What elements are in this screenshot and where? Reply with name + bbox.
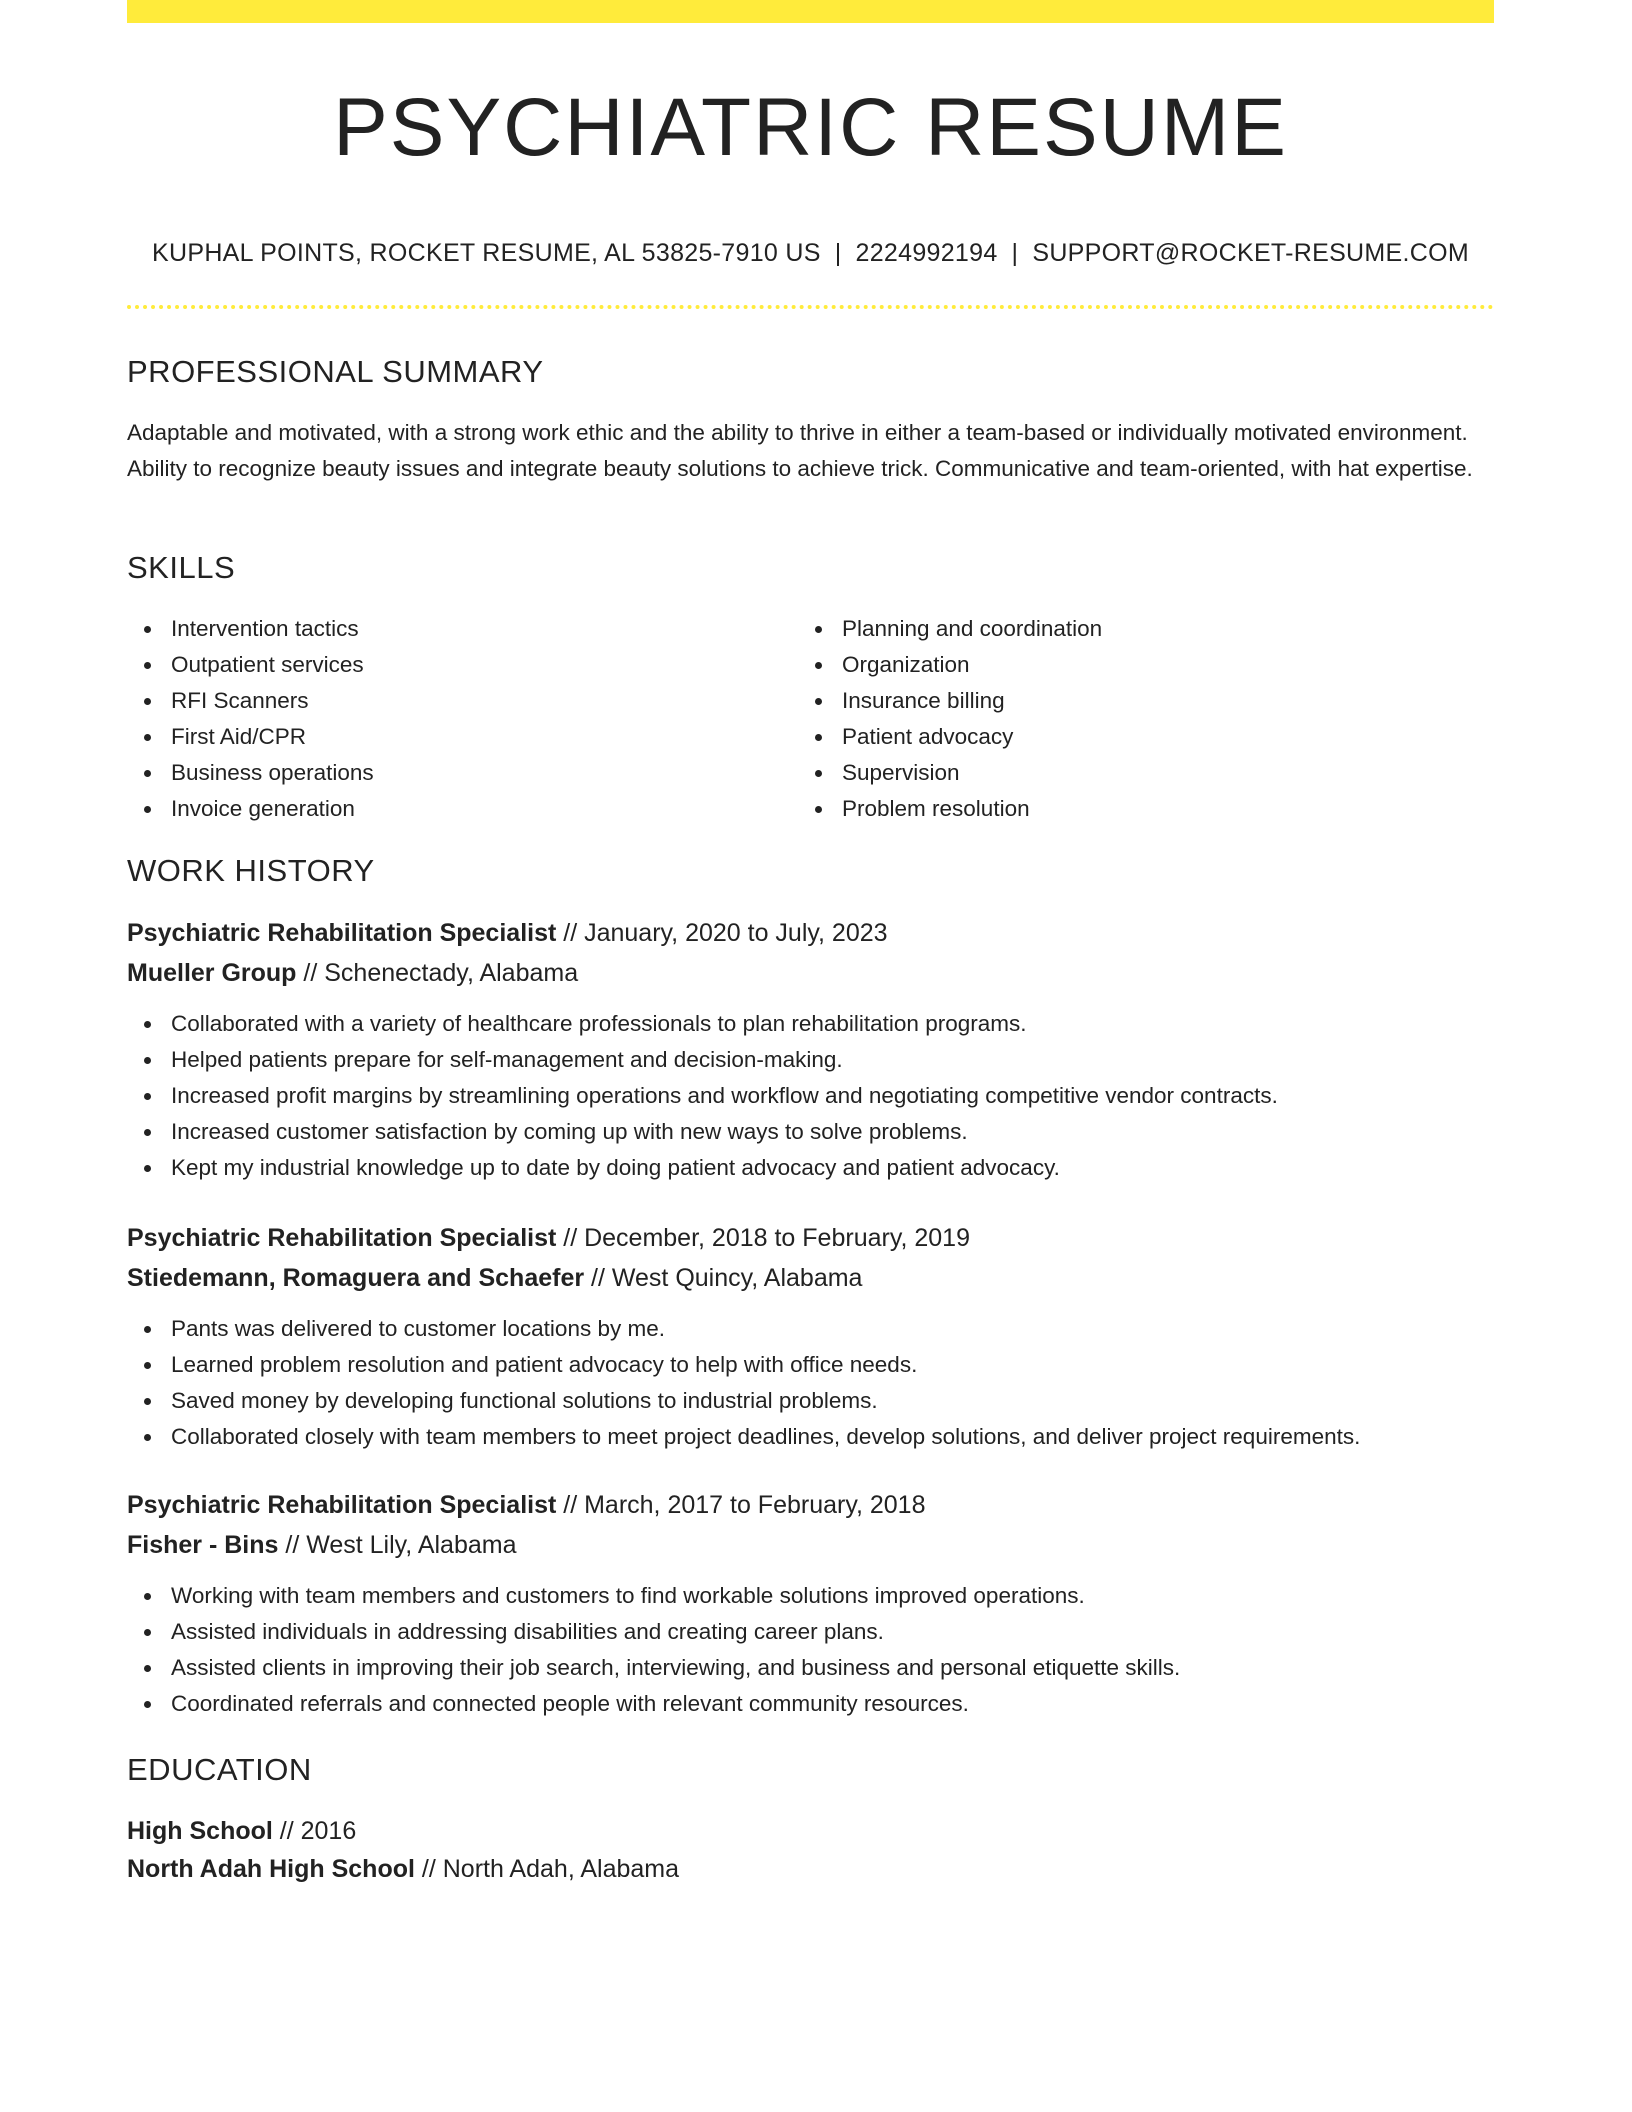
job-dates: // December, 2018 to February, 2019 (556, 1224, 970, 1252)
skill-item: Insurance billing (798, 683, 1102, 719)
education-location: // North Adah, Alabama (414, 1855, 680, 1883)
job-company-line (127, 953, 578, 993)
skill-item: Supervision (798, 755, 1102, 791)
education-title: EDUCATION (127, 1752, 312, 1787)
contact-separator: | (1011, 239, 1019, 267)
skill-item: Business operations (127, 755, 374, 791)
skill-item: Outpatient services (127, 647, 374, 683)
job-location: // Schenectady, Alabama (296, 959, 579, 987)
education-degree-line (127, 1811, 356, 1851)
education-school: North Adah High School (127, 1855, 415, 1883)
job-bullet: Coordinated referrals and connected people with relevant community resources. (127, 1686, 1180, 1722)
job-title-line (127, 913, 888, 953)
skills-title: SKILLS (127, 550, 236, 585)
job-bullet: Assisted individuals in addressing disabilities and creating career plans. (127, 1614, 1180, 1650)
skills-list-left (127, 611, 374, 827)
skill-item: Intervention tactics (127, 611, 374, 647)
job-bullets (127, 1578, 1180, 1722)
skill-item: First Aid/CPR (127, 719, 374, 755)
skill-item: Planning and coordination (798, 611, 1102, 647)
skill-item: RFI Scanners (127, 683, 374, 719)
job-title-line (127, 1485, 926, 1525)
job-location: // West Lily, Alabama (278, 1531, 517, 1559)
contact-line (127, 236, 1494, 270)
job-company: Mueller Group (127, 959, 297, 987)
job-bullet: Helped patients prepare for self-management and decision-making. (127, 1042, 1278, 1078)
job-location: // West Quincy, Alabama (584, 1264, 863, 1292)
job-bullet: Pants was delivered to customer locations by me. (127, 1311, 1360, 1347)
job-company: Stiedemann, Romaguera and Schaefer (127, 1264, 585, 1292)
education-degree: High School (127, 1817, 273, 1845)
job-role: Psychiatric Rehabilitation Specialist (127, 919, 557, 947)
summary-text: Adaptable and motivated, with a strong work ethic and the ability to thrive in either a team-based or individually motivated environment. Ability to recognize beauty issues and integrate beauty solutions to achieve trick. Communicative and team-oriented, with hat expertise. (127, 420, 1473, 481)
job-dates: // March, 2017 to February, 2018 (556, 1491, 926, 1519)
job-company-line (127, 1258, 862, 1298)
contact-separator: | (834, 239, 842, 267)
contact-phone: 2224992194 (855, 239, 998, 267)
job-company: Fisher - Bins (127, 1531, 279, 1559)
job-bullet: Collaborated with a variety of healthcare professionals to plan rehabilitation programs. (127, 1006, 1278, 1042)
resume-name: PSYCHIATRIC RESUME (333, 82, 1288, 173)
job-company-line (127, 1525, 516, 1565)
job-bullets (127, 1311, 1360, 1455)
skill-item: Invoice generation (127, 791, 374, 827)
job-bullet: Saved money by developing functional solutions to industrial problems. (127, 1383, 1360, 1419)
skill-item: Problem resolution (798, 791, 1102, 827)
education-school-line (127, 1849, 679, 1889)
job-bullets (127, 1006, 1278, 1186)
job-role: Psychiatric Rehabilitation Specialist (127, 1491, 557, 1519)
skill-item: Organization (798, 647, 1102, 683)
top-accent-bar (127, 0, 1494, 23)
job-bullet: Assisted clients in improving their job search, interviewing, and business and personal etiquette skills. (127, 1650, 1180, 1686)
contact-address: KUPHAL POINTS, ROCKET RESUME, AL 53825-7910 US (152, 239, 821, 267)
education-year: // 2016 (272, 1817, 357, 1845)
job-bullet: Working with team members and customers to find workable solutions improved operations. (127, 1578, 1180, 1614)
resume-page (127, 0, 1494, 1883)
summary-title: PROFESSIONAL SUMMARY (127, 354, 544, 389)
job-dates: // January, 2020 to July, 2023 (556, 919, 888, 947)
job-role: Psychiatric Rehabilitation Specialist (127, 1224, 557, 1252)
job-title-line (127, 1218, 970, 1258)
job-bullet: Increased customer satisfaction by coming up with new ways to solve problems. (127, 1114, 1278, 1150)
dotted-divider (127, 305, 1494, 309)
skill-item: Patient advocacy (798, 719, 1102, 755)
skills-list-right (798, 611, 1102, 827)
job-bullet: Increased profit margins by streamlining operations and workflow and negotiating competitive vendor contracts. (127, 1078, 1278, 1114)
job-bullet: Kept my industrial knowledge up to date by doing patient advocacy and patient advocacy. (127, 1150, 1278, 1186)
work-history-title: WORK HISTORY (127, 853, 375, 888)
job-bullet: Collaborated closely with team members to meet project deadlines, develop solutions, and deliver project requirements. (127, 1419, 1360, 1455)
job-bullet: Learned problem resolution and patient advocacy to help with office needs. (127, 1347, 1360, 1383)
contact-email: SUPPORT@ROCKET-RESUME.COM (1032, 239, 1469, 267)
